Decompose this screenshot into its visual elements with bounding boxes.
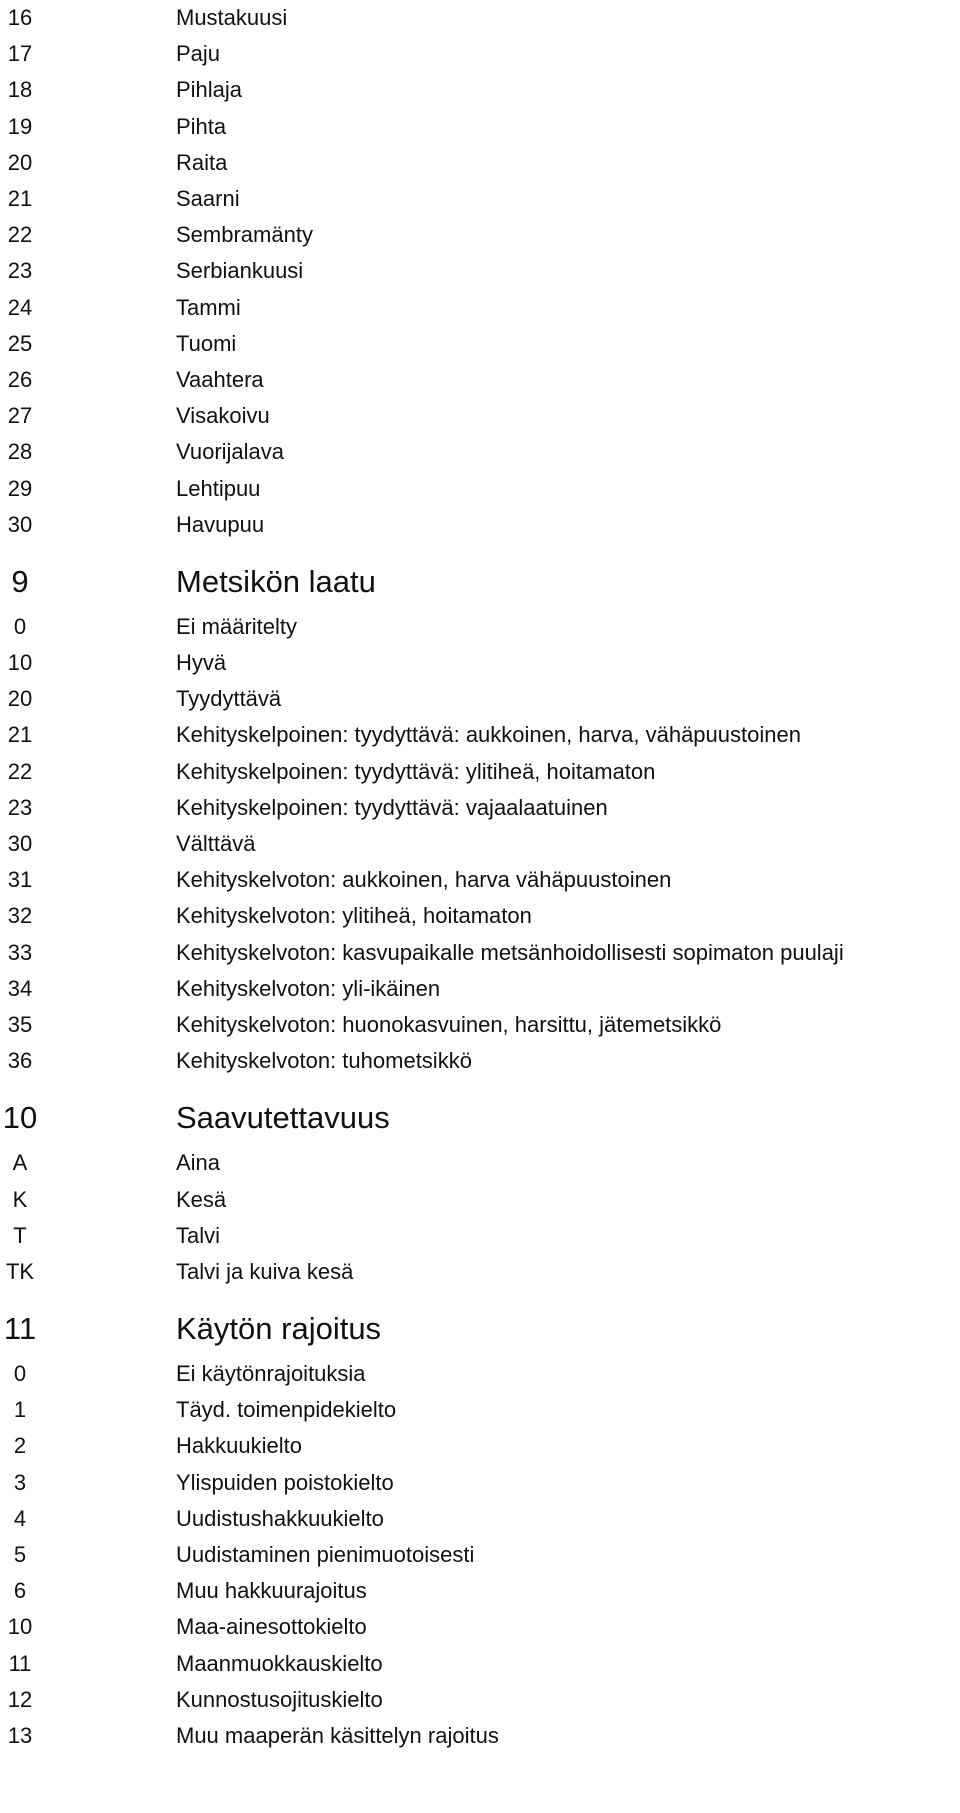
list-item xyxy=(0,507,960,543)
list-item xyxy=(0,290,960,326)
section-metsikon_laatu xyxy=(0,543,960,1079)
item-label: Pihta xyxy=(176,113,227,139)
item-code: 20 xyxy=(7,686,33,712)
item-label: Kehityskelvoton: kasvupaikalle metsänhoidollisesti sopimaton puulaji xyxy=(176,939,844,965)
item-label: Lehtipuu xyxy=(176,475,261,501)
item-code: 3 xyxy=(13,1469,27,1495)
item-label: Kehityskelvoton: ylitiheä, hoitamaton xyxy=(176,903,532,929)
item-label: Sembramänty xyxy=(176,222,313,248)
item-code: 24 xyxy=(7,294,33,320)
item-label: Ei käytönrajoituksia xyxy=(176,1361,366,1387)
item-code: 19 xyxy=(7,113,33,139)
item-code: 13 xyxy=(7,1722,33,1748)
item-label: Aina xyxy=(176,1150,221,1176)
list-item xyxy=(0,72,960,108)
item-code: 4 xyxy=(13,1505,27,1531)
item-code: A xyxy=(12,1150,28,1176)
list-item xyxy=(0,1682,960,1718)
item-label: Kehityskelvoton: tuhometsikkö xyxy=(176,1048,472,1074)
item-label: Paju xyxy=(176,41,221,67)
item-code: 34 xyxy=(7,975,33,1001)
item-code: 30 xyxy=(7,511,33,537)
list-item xyxy=(0,181,960,217)
item-label: Muu maaperän käsittelyn rajoitus xyxy=(176,1722,499,1748)
item-code: 0 xyxy=(13,613,27,639)
list-item xyxy=(0,898,960,934)
item-label: Kunnostusojituskielto xyxy=(176,1686,383,1712)
list-item xyxy=(0,109,960,145)
list-item xyxy=(0,217,960,253)
item-code: 20 xyxy=(7,149,33,175)
heading-title: Käytön rajoitus xyxy=(176,1311,382,1346)
list-item xyxy=(0,36,960,72)
heading-code: 10 xyxy=(2,1100,38,1136)
item-code: 11 xyxy=(8,1650,32,1676)
item-label: Kesä xyxy=(176,1186,227,1212)
item-code: 35 xyxy=(7,1011,33,1037)
section-saavutettavuus xyxy=(0,1079,960,1290)
item-code: 17 xyxy=(7,41,33,67)
list-item xyxy=(0,862,960,898)
list-item xyxy=(0,1145,960,1181)
list-item xyxy=(0,434,960,470)
list-item xyxy=(0,1465,960,1501)
item-code: 22 xyxy=(7,758,33,784)
item-label: Kehityskelpoinen: tyydyttävä: ylitiheä, hoitamaton xyxy=(176,758,656,784)
item-label: Uudistaminen pienimuotoisesti xyxy=(176,1542,475,1568)
list-item xyxy=(0,362,960,398)
item-code: 32 xyxy=(7,903,33,929)
item-code: 1 xyxy=(13,1397,27,1423)
section-heading xyxy=(0,1079,960,1145)
item-code: 28 xyxy=(7,439,33,465)
item-code: 36 xyxy=(7,1048,33,1074)
item-code: 27 xyxy=(7,403,33,429)
list-item xyxy=(0,1007,960,1043)
list-item xyxy=(0,754,960,790)
item-code: 0 xyxy=(13,1361,27,1387)
list-item xyxy=(0,717,960,753)
list-item xyxy=(0,1573,960,1609)
item-code: 25 xyxy=(7,330,33,356)
list-item xyxy=(0,1254,960,1290)
list-item xyxy=(0,1646,960,1682)
list-item xyxy=(0,1392,960,1428)
item-label: Saarni xyxy=(176,186,240,212)
item-code: 18 xyxy=(7,77,33,103)
item-code: 21 xyxy=(7,722,33,748)
section-puulaji_tail xyxy=(0,0,960,543)
item-code: 16 xyxy=(7,5,33,31)
list-item xyxy=(0,398,960,434)
item-label: Uudistushakkuukielto xyxy=(176,1505,384,1531)
item-code: 23 xyxy=(7,258,33,284)
item-label: Ylispuiden poistokielto xyxy=(176,1469,394,1495)
item-code: 29 xyxy=(7,475,33,501)
item-label: Ei määritelty xyxy=(176,613,298,639)
item-label: Tuomi xyxy=(176,330,237,356)
item-label: Kehityskelpoinen: tyydyttävä: aukkoinen, harva, vähäpuustoinen xyxy=(176,722,801,748)
list-item xyxy=(0,145,960,181)
item-label: Tyydyttävä xyxy=(176,686,282,712)
item-label: Visakoivu xyxy=(176,403,270,429)
item-label: Havupuu xyxy=(176,511,265,537)
item-code: 31 xyxy=(7,867,33,893)
list-item xyxy=(0,790,960,826)
item-code: 26 xyxy=(7,366,33,392)
item-code: 10 xyxy=(7,1614,33,1640)
heading-title: Saavutettavuus xyxy=(176,1100,390,1136)
heading-code: 9 xyxy=(11,563,29,599)
list-item xyxy=(0,826,960,862)
item-code: 6 xyxy=(13,1578,27,1604)
item-label: Vaahtera xyxy=(176,366,264,392)
list-item xyxy=(0,1218,960,1254)
item-label: Muu hakkuurajoitus xyxy=(176,1578,367,1604)
item-code: 30 xyxy=(7,831,33,857)
list-item xyxy=(0,0,960,36)
item-label: Kehityskelvoton: aukkoinen, harva vähäpuustoinen xyxy=(176,867,672,893)
section-heading xyxy=(0,543,960,609)
list-item xyxy=(0,1537,960,1573)
list-item xyxy=(0,326,960,362)
item-label: Talvi xyxy=(176,1222,221,1248)
item-label: Hakkuukielto xyxy=(176,1433,302,1459)
list-item xyxy=(0,470,960,506)
item-label: Täyd. toimenpidekielto xyxy=(176,1397,397,1423)
item-label: Pihlaja xyxy=(176,77,243,103)
heading-title: Metsikön laatu xyxy=(176,563,376,599)
item-code: 33 xyxy=(7,939,33,965)
list-item xyxy=(0,681,960,717)
item-label: Maa-ainesottokielto xyxy=(176,1614,367,1640)
item-code: T xyxy=(13,1222,27,1248)
item-code: 21 xyxy=(7,186,33,212)
item-label: Vuorijalava xyxy=(176,439,285,465)
list-item xyxy=(0,1609,960,1645)
list-item xyxy=(0,1718,960,1754)
item-code: 23 xyxy=(7,794,33,820)
section-kayton_rajoitus xyxy=(0,1290,960,1754)
item-code: K xyxy=(12,1186,28,1212)
list-item xyxy=(0,971,960,1007)
item-label: Kehityskelvoton: yli-ikäinen xyxy=(176,975,441,1001)
item-label: Maanmuokkauskielto xyxy=(176,1650,383,1676)
list-item xyxy=(0,609,960,645)
list-item xyxy=(0,253,960,289)
item-code: 10 xyxy=(7,650,33,676)
list-item xyxy=(0,1428,960,1464)
item-label: Välttävä xyxy=(176,831,256,857)
list-item xyxy=(0,935,960,971)
item-label: Tammi xyxy=(176,294,241,320)
item-code: 2 xyxy=(13,1433,27,1459)
section-heading xyxy=(0,1290,960,1356)
item-label: Kehityskelvoton: huonokasvuinen, harsittu, jätemetsikkö xyxy=(176,1011,722,1037)
list-item xyxy=(0,645,960,681)
item-code: TK xyxy=(5,1258,35,1284)
list-item xyxy=(0,1043,960,1079)
item-code: 22 xyxy=(7,222,33,248)
item-label: Talvi ja kuiva kesä xyxy=(176,1258,354,1284)
item-label: Mustakuusi xyxy=(176,5,288,31)
item-code: 12 xyxy=(7,1686,33,1712)
list-item xyxy=(0,1356,960,1392)
list-item xyxy=(0,1181,960,1217)
item-code: 5 xyxy=(13,1542,27,1568)
item-label: Raita xyxy=(176,149,228,175)
item-label: Serbiankuusi xyxy=(176,258,304,284)
list-item xyxy=(0,1501,960,1537)
item-label: Kehityskelpoinen: tyydyttävä: vajaalaatuinen xyxy=(176,794,608,820)
item-label: Hyvä xyxy=(176,650,227,676)
heading-code: 11 xyxy=(3,1311,37,1346)
